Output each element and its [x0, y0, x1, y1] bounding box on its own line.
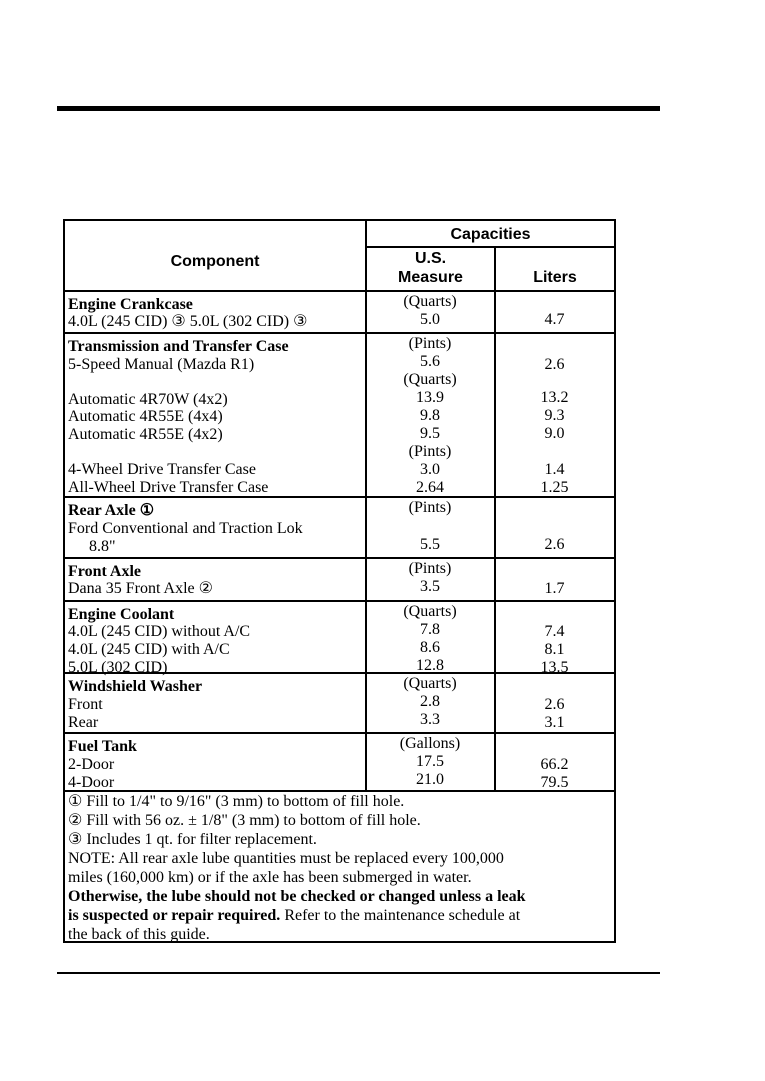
row-liters: 8.1 [544, 641, 565, 658]
footnotes [68, 792, 614, 944]
unit-label: (Gallons) [399, 735, 461, 752]
unit-label: (Pints) [408, 335, 452, 352]
unit-label: (Quarts) [403, 293, 457, 310]
row-us: 9.5 [420, 425, 440, 442]
row-us: 2.64 [416, 479, 444, 496]
row-label: Automatic 4R70W (4x2) [68, 391, 228, 408]
row-liters: 3.1 [544, 714, 565, 731]
row-label: Automatic 4R55E (4x4) [68, 408, 223, 425]
row-label: Ford Conventional and Traction Lok [68, 520, 303, 537]
row-liters: 79.5 [540, 774, 569, 791]
header-capacities: Capacities [450, 226, 531, 243]
row-liters: 66.2 [540, 756, 569, 773]
header-liters: Liters [533, 269, 577, 286]
row-us: 12.8 [416, 657, 444, 674]
header-bottom-rule [65, 290, 614, 292]
unit-label: (Pints) [408, 499, 452, 516]
row-us: 21.0 [416, 771, 444, 788]
note-line-2: miles (160,000 km) or if the axle has been submerged in water. [68, 869, 472, 886]
row-label: 4.0L (245 CID) without A/C [68, 623, 251, 640]
row-us: 3.0 [420, 461, 440, 478]
row-us: 5.6 [420, 353, 440, 370]
row-liters: 2.6 [544, 356, 565, 373]
rule-after-crankcase [65, 332, 614, 334]
row-liters: 7.4 [544, 623, 565, 640]
row-us: 9.8 [420, 407, 440, 424]
section-title: Engine Crankcase [68, 296, 193, 313]
header-us-1: U.S. [414, 250, 447, 267]
row-us: 17.5 [416, 753, 444, 770]
unit-label: (Quarts) [403, 675, 457, 692]
row-label: 2-Door [68, 756, 115, 773]
row-us: 5.0 [420, 311, 440, 328]
row-label: 4-Wheel Drive Transfer Case [68, 461, 256, 478]
row-liters: 2.6 [544, 696, 565, 713]
note-bold-part: is suspected or repair required. [68, 907, 281, 924]
row-label: All-Wheel Drive Transfer Case [68, 479, 269, 496]
row-label: 8.8" [89, 538, 116, 555]
row-us: 13.9 [416, 389, 444, 406]
section-title: Engine Coolant [68, 606, 175, 623]
row-us: 2.8 [420, 693, 440, 710]
row-liters: 1.7 [544, 580, 565, 597]
row-label: 4-Door [68, 774, 115, 791]
section-title: Fuel Tank [68, 738, 137, 755]
capacities-underline [365, 246, 614, 248]
row-label: Dana 35 Front Axle ② [68, 580, 213, 597]
rule-after-front-axle [65, 600, 614, 602]
row-liters: 9.0 [544, 425, 565, 442]
row-liters: 2.6 [544, 536, 565, 553]
section-title: Front Axle [68, 563, 142, 580]
section-title: Transmission and Transfer Case [68, 338, 289, 355]
row-liters: 13.5 [540, 659, 569, 676]
row-label: Rear [68, 714, 99, 731]
unit-label: (Pints) [408, 560, 452, 577]
row-label: Automatic 4R55E (4x2) [68, 426, 223, 443]
top-rule [57, 106, 660, 111]
note-line-3: Otherwise, the lube should not be checked or changed unless a leak [68, 888, 526, 905]
row-liters: 9.3 [544, 407, 565, 424]
header-us-2: Measure [398, 269, 463, 286]
row-label: Front [68, 696, 103, 713]
section-title: Windshield Washer [68, 678, 203, 695]
row-us: 7.8 [420, 621, 440, 638]
row-us: 3.3 [420, 711, 440, 728]
row-liters: 13.2 [540, 389, 569, 406]
bottom-rule [57, 972, 660, 974]
footnote-2: ② Fill with 56 oz. ± 1/8" (3 mm) to bottom of fill hole. [68, 812, 421, 829]
note-regular-part: Refer to the maintenance schedule at [280, 907, 521, 924]
note-line-4 [68, 906, 614, 925]
section-title: Rear Axle ① [68, 502, 155, 519]
row-us: 5.5 [420, 536, 440, 553]
row-us: 3.5 [420, 578, 440, 595]
unit-label: (Quarts) [403, 371, 457, 388]
header-component: Component [170, 253, 260, 270]
capacities-table [63, 219, 616, 943]
footnote-1: ① Fill to 1/4" to 9/16" (3 mm) to bottom of fill hole. [68, 793, 405, 810]
row-label: 4.0L (245 CID) with A/C [68, 641, 230, 658]
note-line-5: the back of this guide. [68, 926, 210, 943]
rule-after-washer [65, 732, 614, 734]
row-liters: 4.7 [544, 311, 565, 328]
rule-after-rear-axle [65, 557, 614, 559]
row-liters: 1.25 [540, 479, 569, 496]
row-label: 4.0L (245 CID) ③ 5.0L (302 CID) ③ [68, 313, 308, 330]
row-liters: 1.4 [544, 461, 565, 478]
note-line-1: NOTE: All rear axle lube quantities must be replaced every 100,000 [68, 850, 504, 867]
row-label: 5-Speed Manual (Mazda R1) [68, 356, 255, 373]
row-us: 8.6 [420, 639, 440, 656]
unit-label: (Pints) [408, 443, 452, 460]
footnote-3: ③ Includes 1 qt. for filter replacement. [68, 831, 317, 848]
unit-label: (Quarts) [403, 603, 457, 620]
row-label: 5.0L (302 CID) [68, 659, 168, 676]
